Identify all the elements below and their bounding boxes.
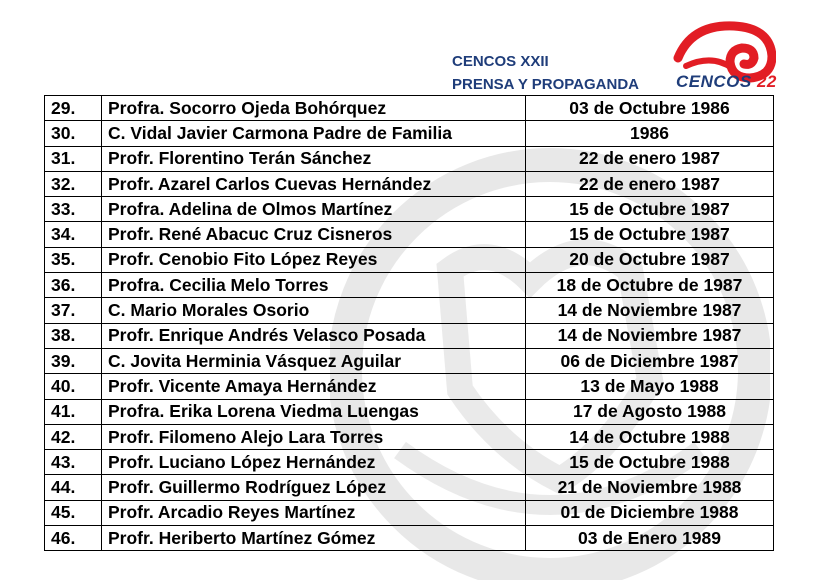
row-name: Profr. Vicente Amaya Hernández xyxy=(102,374,526,399)
table-row xyxy=(45,121,774,146)
row-number: 36. xyxy=(45,273,102,298)
row-date: 21 de Noviembre 1988 xyxy=(526,475,774,500)
table-row xyxy=(45,323,774,348)
table-row xyxy=(45,146,774,171)
row-name: Profr. Filomeno Alejo Lara Torres xyxy=(102,424,526,449)
row-date: 15 de Octubre 1987 xyxy=(526,197,774,222)
header-line-1: CENCOS XXII xyxy=(452,53,549,70)
table-row xyxy=(45,348,774,373)
row-number: 37. xyxy=(45,298,102,323)
table-row xyxy=(45,197,774,222)
row-name: C. Jovita Herminia Vásquez Aguilar xyxy=(102,348,526,373)
table-row xyxy=(45,500,774,525)
table-row xyxy=(45,399,774,424)
row-date: 20 de Octubre 1987 xyxy=(526,247,774,272)
row-name: Profr. Cenobio Fito López Reyes xyxy=(102,247,526,272)
row-date: 14 de Octubre 1988 xyxy=(526,424,774,449)
row-number: 33. xyxy=(45,197,102,222)
row-name: Profra. Erika Lorena Viedma Luengas xyxy=(102,399,526,424)
table-row xyxy=(45,450,774,475)
table-body xyxy=(45,96,774,551)
row-name: C. Vidal Javier Carmona Padre de Familia xyxy=(102,121,526,146)
table-row xyxy=(45,526,774,551)
row-date: 14 de Noviembre 1987 xyxy=(526,323,774,348)
row-date: 03 de Enero 1989 xyxy=(526,526,774,551)
row-number: 44. xyxy=(45,475,102,500)
teachers-table xyxy=(44,95,774,551)
row-date: 14 de Noviembre 1987 xyxy=(526,298,774,323)
logo-text-main: CENCOS xyxy=(676,72,752,91)
logo-wordmark xyxy=(676,72,777,92)
table-row xyxy=(45,247,774,272)
row-number: 45. xyxy=(45,500,102,525)
row-date: 22 de enero 1987 xyxy=(526,171,774,196)
row-date: 15 de Octubre 1988 xyxy=(526,450,774,475)
row-date: 01 de Diciembre 1988 xyxy=(526,500,774,525)
row-date: 13 de Mayo 1988 xyxy=(526,374,774,399)
table-row xyxy=(45,171,774,196)
row-date: 17 de Agosto 1988 xyxy=(526,399,774,424)
row-date: 03 de Octubre 1986 xyxy=(526,96,774,121)
row-name: C. Mario Morales Osorio xyxy=(102,298,526,323)
row-name: Profr. Heriberto Martínez Gómez xyxy=(102,526,526,551)
row-number: 46. xyxy=(45,526,102,551)
row-number: 39. xyxy=(45,348,102,373)
table-row xyxy=(45,424,774,449)
table-row xyxy=(45,298,774,323)
row-date: 06 de Diciembre 1987 xyxy=(526,348,774,373)
table-row xyxy=(45,96,774,121)
row-name: Profr. Azarel Carlos Cuevas Hernández xyxy=(102,171,526,196)
row-number: 43. xyxy=(45,450,102,475)
row-number: 31. xyxy=(45,146,102,171)
row-number: 40. xyxy=(45,374,102,399)
row-name: Profr. Guillermo Rodríguez López xyxy=(102,475,526,500)
row-date: 1986 xyxy=(526,121,774,146)
row-number: 32. xyxy=(45,171,102,196)
row-date: 22 de enero 1987 xyxy=(526,146,774,171)
row-number: 29. xyxy=(45,96,102,121)
row-name: Profr. Enrique Andrés Velasco Posada xyxy=(102,323,526,348)
row-number: 35. xyxy=(45,247,102,272)
row-date: 15 de Octubre 1987 xyxy=(526,222,774,247)
table-row xyxy=(45,222,774,247)
row-name: Profr. Arcadio Reyes Martínez xyxy=(102,500,526,525)
row-name: Profra. Socorro Ojeda Bohórquez xyxy=(102,96,526,121)
row-name: Profr. René Abacuc Cruz Cisneros xyxy=(102,222,526,247)
row-number: 42. xyxy=(45,424,102,449)
row-date: 18 de Octubre de 1987 xyxy=(526,273,774,298)
table-row xyxy=(45,475,774,500)
row-name: Profr. Florentino Terán Sánchez xyxy=(102,146,526,171)
logo-text-number: 22 xyxy=(756,72,777,91)
document-header xyxy=(452,50,639,96)
table-row xyxy=(45,374,774,399)
header-line-2: PRENSA Y PROPAGANDA xyxy=(452,76,639,93)
row-number: 30. xyxy=(45,121,102,146)
row-number: 41. xyxy=(45,399,102,424)
row-number: 34. xyxy=(45,222,102,247)
row-number: 38. xyxy=(45,323,102,348)
row-name: Profr. Luciano López Hernández xyxy=(102,450,526,475)
row-name: Profra. Adelina de Olmos Martínez xyxy=(102,197,526,222)
table-row xyxy=(45,273,774,298)
row-name: Profra. Cecilia Melo Torres xyxy=(102,273,526,298)
